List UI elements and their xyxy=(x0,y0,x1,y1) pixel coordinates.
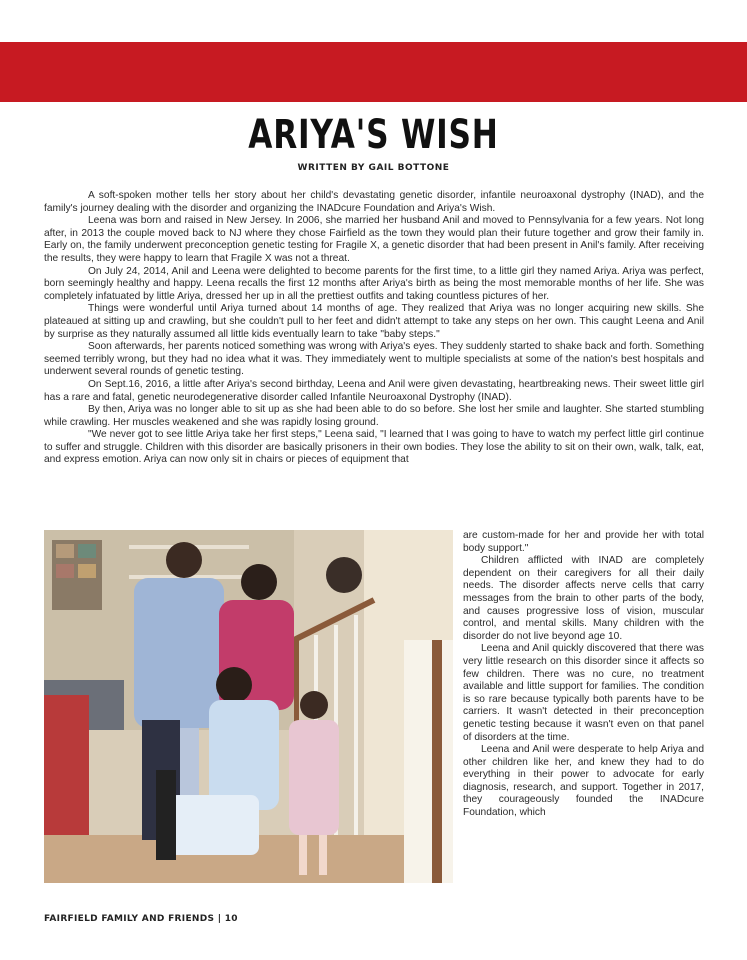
paragraph: are custom-made for her and provide her with total body support." xyxy=(463,530,704,554)
page-footer: FAIRFIELD FAMILY AND FRIENDS | 10 xyxy=(44,914,238,924)
paragraph: Children afflicted with INAD are completely dependent on their caregivers for all their daily needs. The disorder affects nerve cells that carry messages from the brain to other parts of the body, and causes progressive loss of vision, muscular control, and mental skills. Many children with the disorder do not live beyond age 10. xyxy=(463,555,704,642)
header-banner xyxy=(0,42,747,102)
family-photo-illustration xyxy=(44,530,453,883)
paragraph: On July 24, 2014, Anil and Leena were delighted to become parents for the first time, to a little girl they named Ariya. Ariya was perfect, born seemingly healthy and happy. Leena recalls the first 12 months after Ariya's birth as being the most memorable months of her life. She was completely infatuated by little Ariya, dressed her up in all the prettiest outfits and taking countless pictures of her. xyxy=(44,265,704,302)
paragraph: Soon afterwards, her parents noticed something was wrong with Ariya's eyes. They suddenly started to shake back and forth. Something seemed terribly wrong, but they had no idea what it was. They immediately went to multiple specialists at some of the nation's best hospitals and underwent several rounds of genetic testing. xyxy=(44,341,704,378)
paragraph: Leena and Anil were desperate to help Ariya and other children like her, and knew they had to do everything in their power to advocate for early diagnosis, research, and support. Together in 2017, they courageously founded the INADcure Foundation, which xyxy=(463,744,704,819)
article-body xyxy=(44,190,704,467)
article-title: ARIYA'S WISH xyxy=(248,112,499,158)
paragraph: A soft-spoken mother tells her story about her child's devastating genetic disorder, infantile neuroaxonal dystrophy (INAD), and the family's journey dealing with the disorder and organizing the INADcure Foundation and Ariya's Wish. xyxy=(44,190,704,214)
paragraph: Leena and Anil quickly discovered that there was very little research on this disorder since it affects so few children. There was no cure, no treatment available and little support for families. The condition is so rare because typically both parents have to be carriers. It wasn't detected in their preconception genetic testing because it wasn't even on that panel of disorders at the time. xyxy=(463,643,704,743)
paragraph: On Sept.16, 2016, a little after Ariya's second birthday, Leena and Anil were given devastating, heartbreaking news. Their sweet little girl has a rare and fatal, genetic neurodegenerative disorder called Infantile Neuroaxonal Dystrophy (INAD). xyxy=(44,378,704,403)
paragraph: "We never got to see little Ariya take her first steps," Leena said, "I learned that I was going to have to watch my perfect little girl continue to suffer and struggle. Children with this disorder are basically prisoners in their own bodies. They lose the ability to sit on their own, walk, talk, eat, and express emotion. Ariya can now only sit in chairs or pieces of equipment that xyxy=(44,429,704,466)
paragraph: By then, Ariya was no longer able to sit up as she had been able to do so before. She lost her smile and laughter. She started stumbling while crawling. Her muscles weakened and she was rapidly losing ground. xyxy=(44,404,704,428)
paragraph: Things were wonderful until Ariya turned about 14 months of age. They realized that Ariya was no longer acquiring new skills. She plateaued at sitting up and crawling, but she couldn't pull to her feet and didn't attempt to take any steps on her own. This caught Leena and Anil by surprise as they naturally assumed all little kids eventually learn to take "baby steps." xyxy=(44,303,704,340)
right-column xyxy=(463,530,704,820)
byline: WRITTEN BY GAIL BOTTONE xyxy=(297,163,450,173)
paragraph: Leena was born and raised in New Jersey. In 2006, she married her husband Anil and moved to Pennsylvania for a few years. Not long after, in 2013 the couple moved back to NJ where they chose Fairfield as the town they would plan their future together and grow their family in. Early on, the family underwent preconception genetic testing for Fragile X, a genetic disorder that had been present in Anil's family. After receiving the results, they were happy to learn that Fragile X was not a threat. xyxy=(44,215,704,264)
family-photo xyxy=(44,530,453,883)
